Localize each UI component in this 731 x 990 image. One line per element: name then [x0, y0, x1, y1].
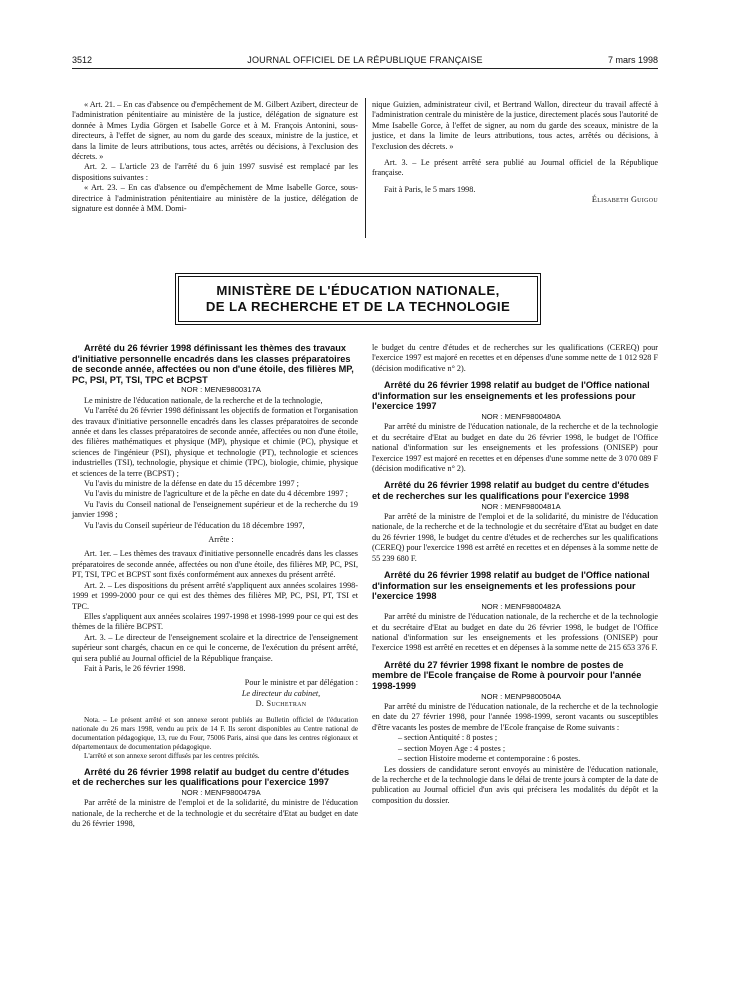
nor-reference: NOR : MENP9800504A	[481, 691, 561, 701]
note: Nota. – Le présent arrêté et son annexe seront publiés au Bulletin officiel de l'éducation nationale du 26 mars 1998, vendu au prix de 14 F. Ils seront disponibles au Centre national de documentation pédagogique, 13, rue du Four, 75006 Paris, ainsi que dans les centres régionaux et départementaux de documentation pédagogique.	[72, 715, 358, 751]
list-item: – section Moyen Age : 4 postes ;	[398, 743, 506, 753]
note: L'arrêté et son annexe seront diffusés par les centres précités.	[84, 751, 260, 760]
list-item: – section Antiquité : 8 postes ;	[398, 733, 498, 743]
paragraph: Vu l'avis du ministre de la défense en date du 15 décembre 1997 ;	[84, 479, 299, 489]
paragraph: Les dossiers de candidature seront envoyés au ministère de l'éducation nationale, de la recherche et de la technologie dans le délai de trente jours à compter de la date de publication au Journal officiel d'un avis qui précisera les modalités du dépôt et la composition du dossier.	[372, 764, 658, 805]
paragraph: Vu l'avis du ministre de l'agriculture et de la pêche en date du 4 décembre 1997 ;	[84, 489, 348, 499]
paragraph: « Art. 23. – En cas d'absence ou d'empêchement de Mme Isabelle Gorce, sous-directrice à l'administration pénitentiaire au ministère de la justice, délégation de signature est donnée à MM. Domi-	[72, 183, 358, 214]
page-number: 3512	[72, 55, 93, 65]
arrete-heading: Arrête :	[208, 535, 234, 545]
top-left-column	[72, 100, 358, 214]
nor-reference: NOR : MENF9800481A	[481, 501, 561, 511]
issue-date: 7 mars 1998	[607, 55, 658, 65]
decree-title: Arrêté du 26 février 1998 relatif au budget de l'Office national d'information sur les enseignements et les professions pour l'exercice 1998	[372, 570, 650, 602]
decree-title: Arrêté du 26 février 1998 relatif au budget de l'Office national d'information sur les enseignements et les professions pour l'exercice 1997	[372, 380, 650, 412]
decree-title: Arrêté du 26 février 1998 définissant les thèmes des travaux d'initiative personnelle encadrés dans les classes préparatoires de seconde année, affectées ou non d'une étoile, des filières MP, PC, PSI, PT, TSI, TPC et BCPST	[72, 343, 354, 385]
paragraph: nique Guizien, administrateur civil, et Bertrand Wallon, directeur du travail affecté à l'administration centrale du ministère de la justice, directement placés sous l'autorité de Mme Isabelle Gorce, à l'effet de signer, au nom du garde des sceaux, ministre de la justice, et dans la limite de leurs attributions, tous actes, arrêtés ou décisions, à l'exclusion des décrets. »	[372, 100, 658, 151]
article: Art. 2. – Les dispositions du présent arrêté s'appliquent aux années scolaires 1998-1999 et 1999-2000 pour ce qui est des thèmes des filières MP, PC, PSI, PT, TSI et TPC.	[72, 580, 358, 611]
list-item: – section Histoire moderne et contemporaine : 6 postes.	[398, 754, 581, 764]
ministry-line-2: DE LA RECHERCHE ET DE LA TECHNOLOGIE	[205, 299, 511, 314]
signature-name: D. Suchetran	[255, 699, 307, 709]
paragraph: « Art. 21. – En cas d'absence ou d'empêchement de M. Gilbert Azibert, directeur de l'administration pénitentiaire au ministère de la justice, délégation de signature est donnée à Mmes Lydia Görgen et Isabelle Gorce et à M. François Antonini, sous-directeurs, à l'effet de signer, au nom du garde des sceaux, ministre de la justice, et dans la limite de leurs attributions, tous actes, arrêtés ou décisions, à l'exclusion des décrets. »	[72, 100, 358, 162]
nor-reference: NOR : MENF9800480A	[481, 412, 561, 421]
signature-line: Pour le ministre et par délégation :	[244, 678, 358, 688]
signature: Élisabeth Guigou	[591, 195, 658, 205]
left-column	[72, 343, 358, 829]
decree-title: Arrêté du 27 février 1998 fixant le nombre de postes de membre de l'Ecole française de Rome à pourvoir pour l'année 1998-1999	[372, 659, 642, 692]
paragraph: Le ministre de l'éducation nationale, de la recherche et de la technologie,	[84, 395, 323, 405]
paragraph: Par arrêté du ministre de l'éducation nationale, de la recherche et de la technologie en date du 27 février 1998, pour l'année 1998-1999, seront vacants ou susceptibles d'être vacants les postes de membre de l'Ecole française de Rome suivants :	[372, 702, 658, 732]
header-rule	[72, 68, 658, 69]
right-column	[372, 343, 658, 806]
paragraph: Fait à Paris, le 26 février 1998.	[84, 663, 186, 673]
column-divider	[365, 98, 366, 238]
nor-reference: NOR : MENF9800479A	[181, 787, 261, 797]
nor-reference: NOR : MENF9800482A	[481, 601, 561, 611]
journal-title: JOURNAL OFFICIEL DE LA RÉPUBLIQUE FRANÇAISE	[247, 55, 483, 65]
decree-title: Arrêté du 26 février 1998 relatif au budget du centre d'études et de recherches sur les qualifications pour l'exercice 1998	[372, 480, 650, 502]
paragraph: Par arrêté de la ministre de l'emploi et de la solidarité, du ministre de l'éducation nationale, de la recherche et de la technologie et du secrétaire d'Etat au budget en date du 26 février 1998, le budget du centre d'études et de recherches sur les qualifications (CEREQ) pour l'exercice 1998 est arrêté en recettes et en dépenses à la somme nette de 55 239 680 F.	[372, 512, 658, 563]
paragraph: Vu l'arrêté du 26 février 1998 définissant les objectifs de formation et l'organisation des travaux d'initiative personnelle encadrés dans les classes préparatoires de seconde année et dans les classes préparatoires de seconde année, affectées ou non d'une étoile, des filières mathématiques et physique (MP), physique et chimie (PC), physique et sciences de l'ingénieur (PSI), physique et technologie (PT), technologie et sciences industrielles (TSI), technologie, physique et chimie (TPC), biologie, chimie, physique et sciences de la terre (BCPST) ;	[72, 406, 358, 478]
paragraph: Vu l'avis du Conseil national de l'enseignement supérieur et de la recherche du 19 janvier 1998 ;	[72, 499, 358, 520]
decree-title: Arrêté du 26 février 1998 relatif au budget du centre d'études et de recherches sur les qualifications pour l'exercice 1997	[72, 766, 350, 788]
paragraph: Art. 3. – Le présent arrêté sera publié au Journal officiel de la République française.	[372, 158, 658, 178]
ministry-line-1: MINISTÈRE DE L'ÉDUCATION NATIONALE,	[216, 283, 500, 298]
paragraph: Par arrêté de la ministre de l'emploi et de la solidarité, du ministre de l'éducation nationale, de la recherche et de la technologie et du secrétaire d'Etat au budget en date du 26 février 1998,	[72, 798, 358, 828]
paragraph: Elles s'appliquent aux années scolaires 1997-1998 et 1998-1999 pour ce qui est des thèmes de la filière BCPST.	[72, 611, 358, 632]
paragraph: le budget du centre d'études et de recherches sur les qualifications (CEREQ) pour l'exercice 1997 est majoré en recettes et en dépenses d'une somme nette de 1 012 928 F (décision modificative n° 2).	[372, 343, 658, 373]
paragraph: Vu l'avis du Conseil supérieur de l'éducation du 18 décembre 1997,	[84, 520, 305, 530]
paragraph: Fait à Paris, le 5 mars 1998.	[384, 184, 476, 194]
article: Art. 1er. – Les thèmes des travaux d'initiative personnelle encadrés dans les classes préparatoires de seconde année, affectées ou non d'une étoile, des filières MP, PC, PSI, PT, TSI, TPC et BCPST sont fixés conformément aux annexes du présent arrêté.	[72, 549, 358, 580]
top-right-column	[372, 100, 658, 206]
paragraph: Par arrêté du ministre de l'éducation nationale, de la recherche et de la technologie et du secrétaire d'Etat au budget en date du 26 février 1998, le budget de l'Office national d'information sur les enseignements et les professions (ONISEP) pour l'exercice 1998 est arrêté en recettes et en dépenses à la somme nette de 215 653 376 F.	[372, 612, 658, 653]
ministry-heading	[178, 276, 538, 322]
paragraph: Par arrêté du ministre de l'éducation nationale, de la recherche et de la technologie et du secrétaire d'Etat au budget en date du 26 février 1998, le budget de l'Office national d'information sur les enseignements et les professions (ONISEP) pour l'exercice 1997 est majoré en recettes et en dépenses d'une somme nette de 3 070 089 F (décision modificative n° 2).	[372, 422, 658, 474]
article: Art. 3. – Le directeur de l'enseignement scolaire et la directrice de l'enseignement supérieur sont chargés, chacun en ce qui le concerne, de l'exécution du présent arrêté, qui sera publié au Journal officiel de la République française.	[72, 632, 358, 663]
signature-title: Le directeur du cabinet,	[241, 688, 321, 698]
paragraph: Art. 2. – L'article 23 de l'arrêté du 6 juin 1997 susvisé est remplacé par les dispositions suivantes :	[72, 162, 358, 182]
nor-reference: NOR : MENE9800317A	[181, 385, 261, 395]
page-header	[72, 55, 658, 69]
